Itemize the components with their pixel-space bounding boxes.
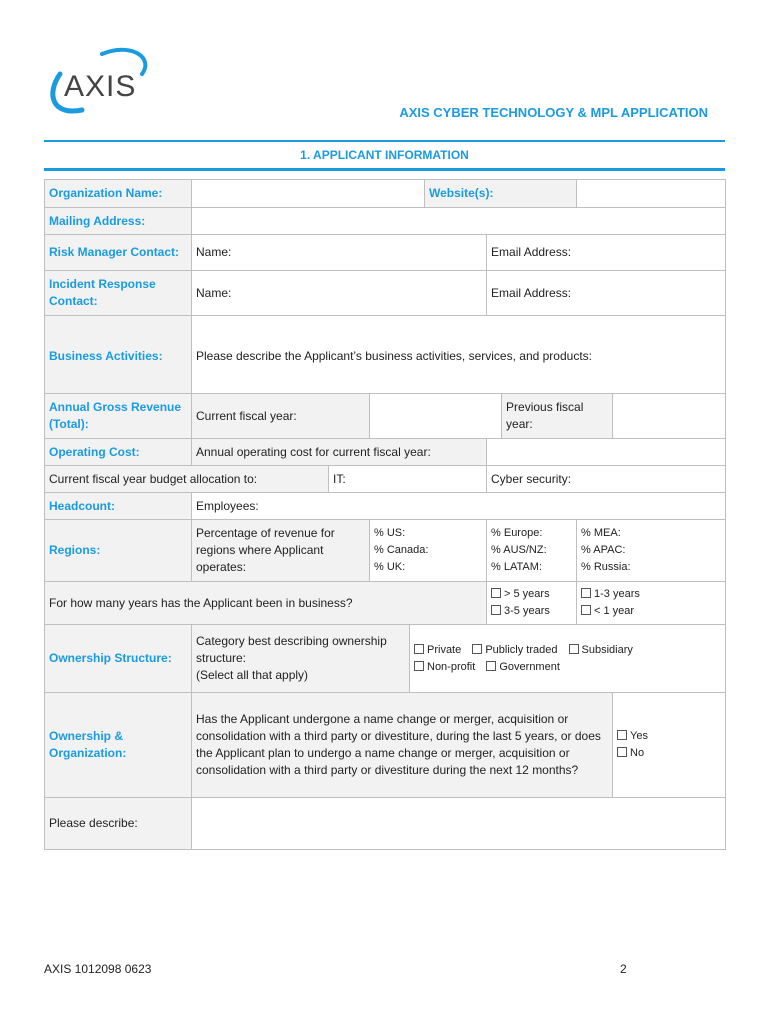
incident-response-name-field[interactable] xyxy=(192,271,487,316)
current-fiscal-year-field[interactable] xyxy=(370,394,502,439)
checkbox-icon[interactable] xyxy=(569,644,579,654)
headcount-label: Headcount: xyxy=(45,493,192,520)
years-3-5-option[interactable]: 3-5 years xyxy=(491,603,572,620)
section-title: 1. APPLICANT INFORMATION xyxy=(300,148,469,162)
mailing-address-field[interactable] xyxy=(192,208,726,235)
checkbox-icon[interactable] xyxy=(581,605,591,615)
years-col-2 xyxy=(577,582,726,625)
incident-response-email-field[interactable] xyxy=(487,271,726,316)
years-less-than-1-option[interactable]: < 1 year xyxy=(581,603,721,620)
email-label: Email Address: xyxy=(491,245,572,259)
region-apac: % APAC: xyxy=(581,544,626,556)
please-describe-field[interactable] xyxy=(192,798,726,850)
document-title: AXIS CYBER TECHNOLOGY & MPL APPLICATION xyxy=(399,105,708,120)
region-russia: % Russia: xyxy=(581,561,631,573)
websites-field[interactable] xyxy=(577,180,726,208)
operating-cost-field[interactable] xyxy=(487,439,726,466)
checkbox-icon[interactable] xyxy=(486,661,496,671)
regions-prompt: Percentage of revenue for regions where Applicant operates: xyxy=(192,520,370,582)
section-rule-bottom xyxy=(44,168,725,171)
risk-manager-label: Risk Manager Contact: xyxy=(45,235,192,271)
checkbox-icon[interactable] xyxy=(491,588,501,598)
region-us: % US: xyxy=(374,527,406,539)
annual-revenue-label: Annual Gross Revenue (Total): xyxy=(45,394,192,439)
region-canada: % Canada: xyxy=(374,544,429,556)
org-name-label: Organization Name: xyxy=(45,180,192,208)
checkbox-icon[interactable] xyxy=(414,661,424,671)
risk-manager-name-field[interactable] xyxy=(192,235,487,271)
ownership-options xyxy=(410,625,726,693)
name-label: Name: xyxy=(196,245,232,259)
regions-col-1[interactable] xyxy=(370,520,487,582)
it-label: IT: xyxy=(333,471,346,486)
ownership-prompt-text: Category best describing ownership structure: xyxy=(196,634,387,665)
years-in-business-prompt: For how many years has the Applicant been in business? xyxy=(45,582,487,625)
ownership-non-profit-option[interactable]: Non-profit xyxy=(414,659,475,676)
regions-col-3[interactable] xyxy=(577,520,726,582)
checkbox-icon[interactable] xyxy=(472,644,482,654)
regions-label: Regions: xyxy=(45,520,192,582)
cyber-security-budget-field[interactable] xyxy=(487,466,726,493)
applicant-information-form xyxy=(44,179,726,850)
operating-cost-label: Operating Cost: xyxy=(45,439,192,466)
please-describe-label: Please describe: xyxy=(45,798,192,850)
employees-label: Employees: xyxy=(196,498,259,513)
previous-fiscal-year-field[interactable] xyxy=(613,394,726,439)
cyber-security-label: Cyber security: xyxy=(491,471,572,486)
years-1-3-option[interactable]: 1-3 years xyxy=(581,586,721,603)
ownership-subsidiary-option[interactable]: Subsidiary xyxy=(569,642,633,659)
ownership-structure-label: Ownership Structure: xyxy=(45,625,192,693)
checkbox-icon[interactable] xyxy=(617,730,627,740)
previous-fiscal-year-label: Previous fiscal year: xyxy=(502,394,613,439)
checkbox-icon[interactable] xyxy=(581,588,591,598)
region-aus-nz: % AUS/NZ: xyxy=(491,544,547,556)
form-id: AXIS 1012098 0623 xyxy=(44,962,152,976)
years-more-than-5-option[interactable]: > 5 years xyxy=(491,586,572,603)
ownership-organization-question: Has the Applicant undergone a name change or merger, acquisition or consolidation with a third party or divestiture, during the last 5 years, or does the Applicant plan to undergo a name change or merger, acquisition or consolidation with a third party or divestiture during the next 12 months? xyxy=(192,693,613,798)
yes-option[interactable]: Yes xyxy=(617,728,721,745)
region-europe: % Europe: xyxy=(491,527,543,539)
page-number: 2 xyxy=(620,962,627,976)
org-name-field[interactable] xyxy=(192,180,425,208)
region-latam: % LATAM: xyxy=(491,561,542,573)
operating-cost-prompt: Annual operating cost for current fiscal year: xyxy=(192,439,487,466)
ownership-publicly-traded-option[interactable]: Publicly traded xyxy=(472,642,557,659)
email-label: Email Address: xyxy=(491,285,572,300)
employees-field[interactable] xyxy=(192,493,726,520)
ownership-government-option[interactable]: Government xyxy=(486,659,560,676)
region-mea: % MEA: xyxy=(581,527,621,539)
it-budget-field[interactable] xyxy=(329,466,487,493)
business-activities-field[interactable] xyxy=(192,316,726,394)
checkbox-icon[interactable] xyxy=(414,644,424,654)
websites-label: Website(s): xyxy=(425,180,577,208)
ownership-prompt xyxy=(192,625,410,693)
axis-logo xyxy=(42,44,154,120)
years-col-1 xyxy=(487,582,577,625)
ownership-private-option[interactable]: Private xyxy=(414,642,461,659)
ownership-organization-label: Ownership & Organization: xyxy=(45,693,192,798)
business-activities-label: Business Activities: xyxy=(45,316,192,394)
regions-col-2[interactable] xyxy=(487,520,577,582)
ownership-select-hint: (Select all that apply) xyxy=(196,668,309,682)
incident-response-label: Incident Response Contact: xyxy=(45,271,192,316)
mailing-address-label: Mailing Address: xyxy=(45,208,192,235)
ownership-organization-answer xyxy=(613,693,726,798)
section-rule-top xyxy=(44,140,725,142)
checkbox-icon[interactable] xyxy=(491,605,501,615)
checkbox-icon[interactable] xyxy=(617,747,627,757)
name-label: Name: xyxy=(196,285,232,300)
region-uk: % UK: xyxy=(374,561,406,573)
business-activities-prompt: Please describe the Applicant’s business activities, services, and products: xyxy=(196,348,592,363)
no-option[interactable]: No xyxy=(617,745,721,762)
svg-text:AXIS: AXIS xyxy=(64,70,137,103)
budget-allocation-label: Current fiscal year budget allocation to: xyxy=(45,466,329,493)
risk-manager-email-field[interactable] xyxy=(487,235,726,271)
current-fiscal-year-label: Current fiscal year: xyxy=(192,394,370,439)
